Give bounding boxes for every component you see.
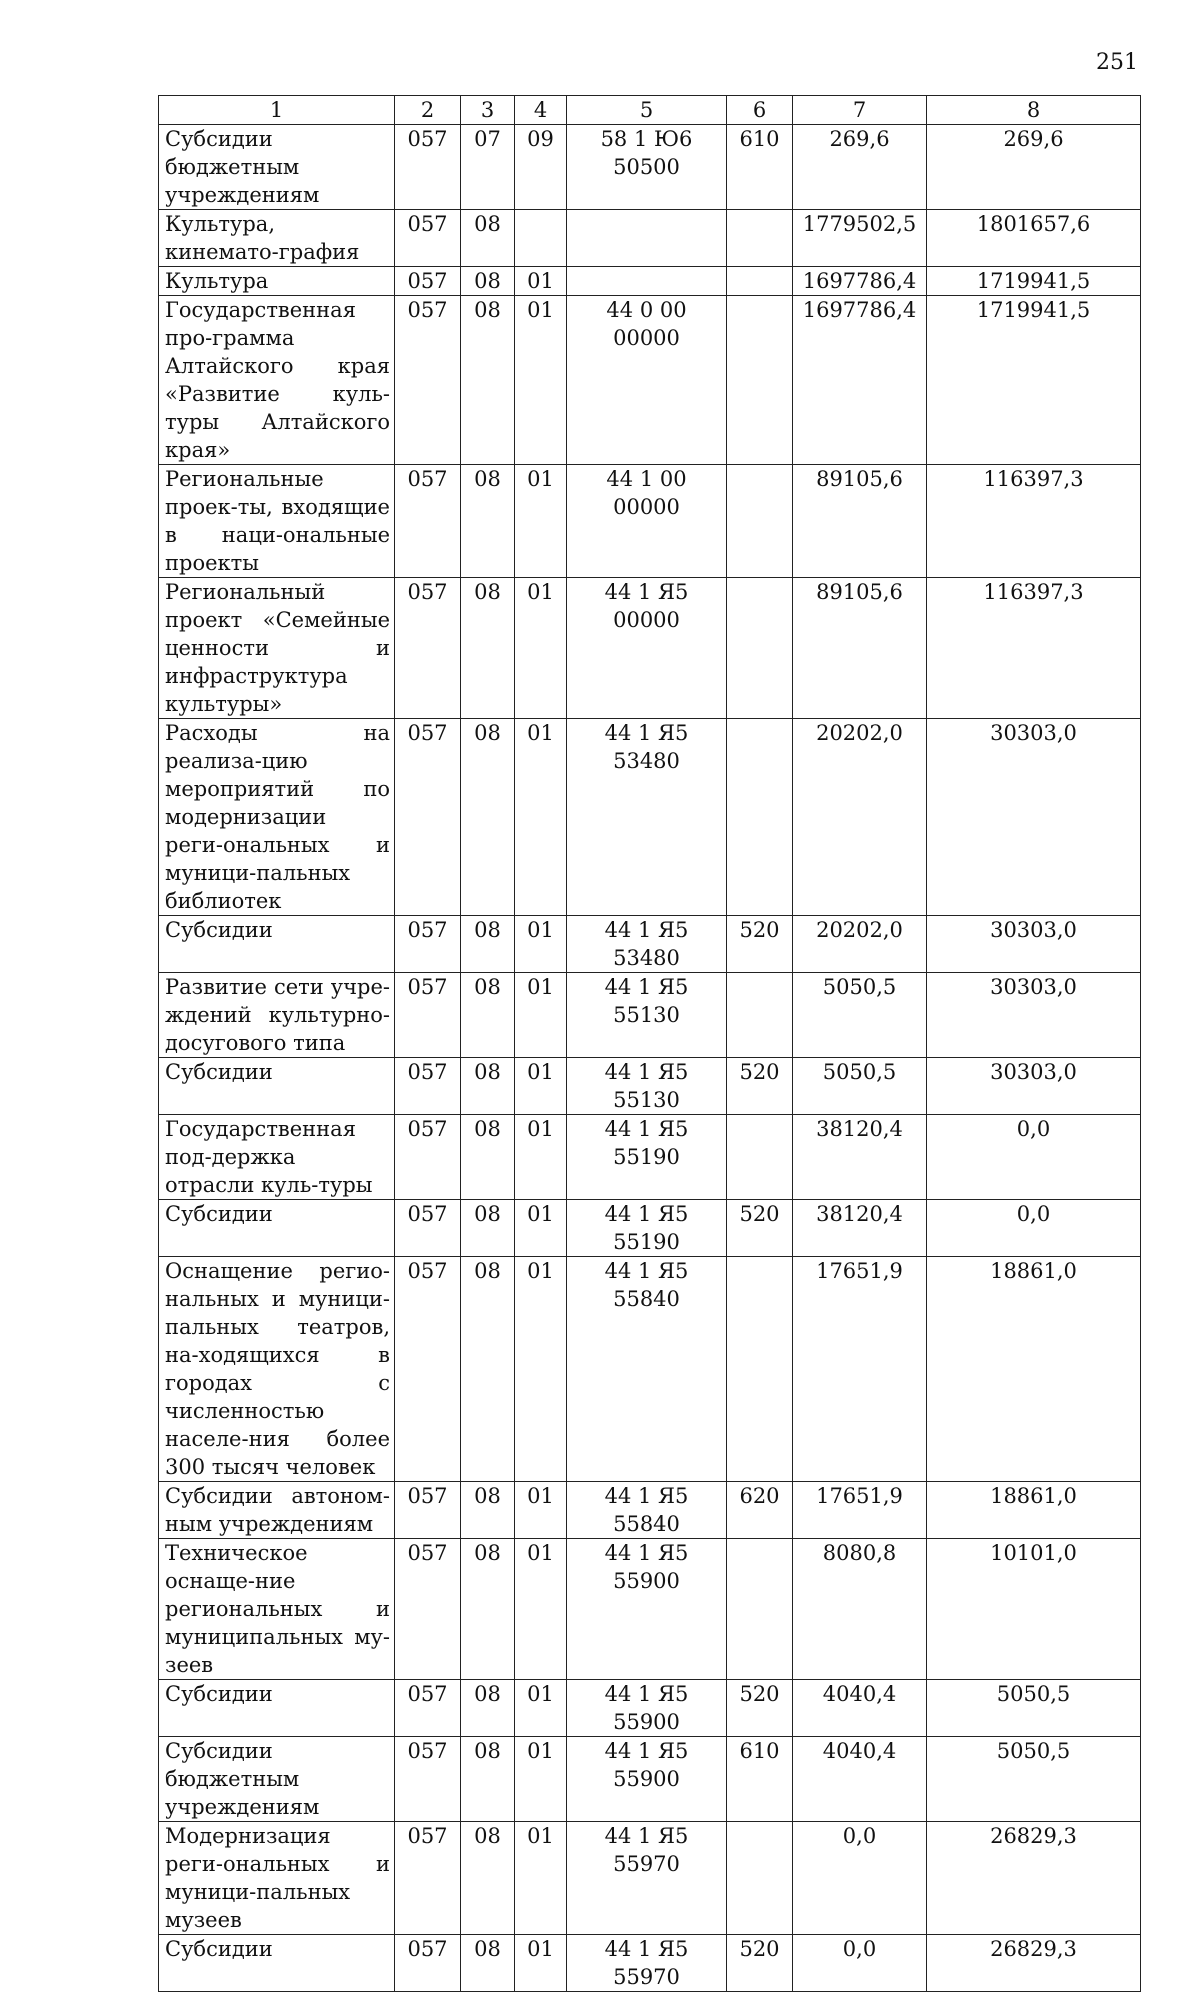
target-article-cell: 44 1 Я5 55190 xyxy=(567,1200,727,1257)
expense-type-cell: 520 xyxy=(727,1935,793,1992)
subsection-cell: 01 xyxy=(515,1257,567,1482)
amount-year1-cell: 1779502,5 xyxy=(793,210,927,267)
target-article-cell: 58 1 Ю6 50500 xyxy=(567,125,727,210)
subsection-cell: 09 xyxy=(515,125,567,210)
col-header: 4 xyxy=(515,96,567,125)
admin-code-cell: 057 xyxy=(395,1058,461,1115)
expense-type-cell xyxy=(727,719,793,916)
expense-type-cell xyxy=(727,1539,793,1680)
expense-type-cell: 610 xyxy=(727,1737,793,1822)
target-article-cell: 44 1 Я5 53480 xyxy=(567,719,727,916)
name-cell: Государственная про-грамма Алтайского края «Развитие куль-туры Алтайского края» xyxy=(159,296,395,465)
table-row xyxy=(159,1200,1141,1257)
subsection-cell: 01 xyxy=(515,1935,567,1992)
target-article-cell: 44 1 Я5 55190 xyxy=(567,1115,727,1200)
expense-type-cell: 610 xyxy=(727,125,793,210)
name-cell: Субсидии xyxy=(159,1058,395,1115)
table-row xyxy=(159,916,1141,973)
col-header: 7 xyxy=(793,96,927,125)
expense-type-cell: 520 xyxy=(727,1680,793,1737)
table-row xyxy=(159,1257,1141,1482)
subsection-cell: 01 xyxy=(515,1482,567,1539)
name-cell: Государственная под-держка отрасли куль-туры xyxy=(159,1115,395,1200)
amount-year1-cell: 8080,8 xyxy=(793,1539,927,1680)
target-article-cell: 44 1 Я5 55130 xyxy=(567,973,727,1058)
name-cell: Оснащение регио-нальных и муници-пальных театров, на-ходящихся в городах с численностью населе-ния более 300 тысяч человек xyxy=(159,1257,395,1482)
name-cell: Субсидии xyxy=(159,916,395,973)
expense-type-cell xyxy=(727,210,793,267)
expense-type-cell xyxy=(727,1822,793,1935)
expense-type-cell xyxy=(727,578,793,719)
table-row xyxy=(159,1539,1141,1680)
admin-code-cell: 057 xyxy=(395,210,461,267)
admin-code-cell: 057 xyxy=(395,719,461,916)
section-cell: 08 xyxy=(461,1539,515,1680)
admin-code-cell: 057 xyxy=(395,1115,461,1200)
target-article-cell xyxy=(567,210,727,267)
name-cell: Региональный проект «Семейные ценности и инфраструктура культуры» xyxy=(159,578,395,719)
header-row xyxy=(159,96,1141,125)
target-article-cell: 44 1 00 00000 xyxy=(567,465,727,578)
amount-year2-cell: 116397,3 xyxy=(927,578,1141,719)
amount-year1-cell: 89105,6 xyxy=(793,465,927,578)
amount-year1-cell: 89105,6 xyxy=(793,578,927,719)
subsection-cell: 01 xyxy=(515,973,567,1058)
table-row xyxy=(159,1935,1141,1992)
table-header xyxy=(159,96,1141,125)
amount-year1-cell: 38120,4 xyxy=(793,1200,927,1257)
col-header: 3 xyxy=(461,96,515,125)
subsection-cell: 01 xyxy=(515,296,567,465)
section-cell: 08 xyxy=(461,267,515,296)
expense-type-cell: 520 xyxy=(727,916,793,973)
amount-year2-cell: 30303,0 xyxy=(927,1058,1141,1115)
amount-year1-cell: 20202,0 xyxy=(793,916,927,973)
expense-type-cell xyxy=(727,1257,793,1482)
amount-year2-cell: 30303,0 xyxy=(927,916,1141,973)
amount-year2-cell: 1719941,5 xyxy=(927,296,1141,465)
table-row xyxy=(159,1822,1141,1935)
subsection-cell: 01 xyxy=(515,578,567,719)
amount-year2-cell: 0,0 xyxy=(927,1115,1141,1200)
table-row xyxy=(159,1737,1141,1822)
table-row xyxy=(159,1058,1141,1115)
page-number: 251 xyxy=(1096,50,1138,75)
target-article-cell: 44 0 00 00000 xyxy=(567,296,727,465)
table-row xyxy=(159,1680,1141,1737)
admin-code-cell: 057 xyxy=(395,1200,461,1257)
section-cell: 08 xyxy=(461,465,515,578)
amount-year1-cell: 5050,5 xyxy=(793,973,927,1058)
name-cell: Модернизация реги-ональных и муници-пальных музеев xyxy=(159,1822,395,1935)
admin-code-cell: 057 xyxy=(395,465,461,578)
expense-type-cell xyxy=(727,296,793,465)
subsection-cell: 01 xyxy=(515,465,567,578)
section-cell: 08 xyxy=(461,1115,515,1200)
expense-type-cell xyxy=(727,1115,793,1200)
name-cell: Расходы на реализа-цию мероприятий по модернизации реги-ональных и муници-пальных библиотек xyxy=(159,719,395,916)
amount-year2-cell: 1801657,6 xyxy=(927,210,1141,267)
section-cell: 08 xyxy=(461,296,515,465)
target-article-cell: 44 1 Я5 55840 xyxy=(567,1482,727,1539)
expense-type-cell: 520 xyxy=(727,1200,793,1257)
section-cell: 08 xyxy=(461,1257,515,1482)
name-cell: Субсидии xyxy=(159,1680,395,1737)
amount-year1-cell: 4040,4 xyxy=(793,1737,927,1822)
admin-code-cell: 057 xyxy=(395,578,461,719)
admin-code-cell: 057 xyxy=(395,296,461,465)
target-article-cell: 44 1 Я5 55130 xyxy=(567,1058,727,1115)
admin-code-cell: 057 xyxy=(395,125,461,210)
subsection-cell: 01 xyxy=(515,1680,567,1737)
name-cell: Субсидии бюджетным учреждениям xyxy=(159,125,395,210)
subsection-cell: 01 xyxy=(515,1058,567,1115)
section-cell: 08 xyxy=(461,1935,515,1992)
amount-year2-cell: 5050,5 xyxy=(927,1680,1141,1737)
table-row xyxy=(159,296,1141,465)
section-cell: 08 xyxy=(461,1822,515,1935)
col-header: 1 xyxy=(159,96,395,125)
name-cell: Региональные проек-ты, входящие в наци-ональные проекты xyxy=(159,465,395,578)
admin-code-cell: 057 xyxy=(395,1482,461,1539)
subsection-cell: 01 xyxy=(515,1200,567,1257)
name-cell: Культура, кинемато-графия xyxy=(159,210,395,267)
table-row xyxy=(159,1482,1141,1539)
amount-year2-cell: 26829,3 xyxy=(927,1822,1141,1935)
admin-code-cell: 057 xyxy=(395,1737,461,1822)
col-header: 5 xyxy=(567,96,727,125)
expense-type-cell: 520 xyxy=(727,1058,793,1115)
table-row xyxy=(159,1115,1141,1200)
amount-year1-cell: 38120,4 xyxy=(793,1115,927,1200)
amount-year2-cell: 30303,0 xyxy=(927,719,1141,916)
amount-year2-cell: 18861,0 xyxy=(927,1482,1141,1539)
name-cell: Субсидии xyxy=(159,1200,395,1257)
table-row xyxy=(159,465,1141,578)
section-cell: 08 xyxy=(461,1058,515,1115)
section-cell: 08 xyxy=(461,210,515,267)
name-cell: Субсидии xyxy=(159,1935,395,1992)
table-row xyxy=(159,719,1141,916)
section-cell: 08 xyxy=(461,719,515,916)
subsection-cell: 01 xyxy=(515,916,567,973)
admin-code-cell: 057 xyxy=(395,267,461,296)
expense-type-cell xyxy=(727,465,793,578)
col-header: 6 xyxy=(727,96,793,125)
table-row xyxy=(159,578,1141,719)
admin-code-cell: 057 xyxy=(395,973,461,1058)
admin-code-cell: 057 xyxy=(395,1257,461,1482)
target-article-cell: 44 1 Я5 55900 xyxy=(567,1737,727,1822)
amount-year1-cell: 20202,0 xyxy=(793,719,927,916)
target-article-cell: 44 1 Я5 55900 xyxy=(567,1680,727,1737)
section-cell: 08 xyxy=(461,1737,515,1822)
amount-year2-cell: 116397,3 xyxy=(927,465,1141,578)
admin-code-cell: 057 xyxy=(395,1539,461,1680)
section-cell: 08 xyxy=(461,1482,515,1539)
admin-code-cell: 057 xyxy=(395,916,461,973)
target-article-cell: 44 1 Я5 55970 xyxy=(567,1935,727,1992)
amount-year2-cell: 26829,3 xyxy=(927,1935,1141,1992)
expense-type-cell xyxy=(727,973,793,1058)
table-body xyxy=(159,125,1141,1992)
amount-year2-cell: 5050,5 xyxy=(927,1737,1141,1822)
section-cell: 08 xyxy=(461,973,515,1058)
section-cell: 08 xyxy=(461,916,515,973)
admin-code-cell: 057 xyxy=(395,1822,461,1935)
col-header: 2 xyxy=(395,96,461,125)
col-header: 8 xyxy=(927,96,1141,125)
amount-year1-cell: 17651,9 xyxy=(793,1257,927,1482)
target-article-cell: 44 1 Я5 55840 xyxy=(567,1257,727,1482)
amount-year1-cell: 0,0 xyxy=(793,1822,927,1935)
subsection-cell: 01 xyxy=(515,1822,567,1935)
admin-code-cell: 057 xyxy=(395,1680,461,1737)
target-article-cell: 44 1 Я5 00000 xyxy=(567,578,727,719)
expense-type-cell: 620 xyxy=(727,1482,793,1539)
amount-year1-cell: 269,6 xyxy=(793,125,927,210)
amount-year2-cell: 18861,0 xyxy=(927,1257,1141,1482)
name-cell: Культура xyxy=(159,267,395,296)
amount-year2-cell: 269,6 xyxy=(927,125,1141,210)
subsection-cell: 01 xyxy=(515,1539,567,1680)
expense-type-cell xyxy=(727,267,793,296)
table-row xyxy=(159,267,1141,296)
amount-year1-cell: 5050,5 xyxy=(793,1058,927,1115)
amount-year2-cell: 0,0 xyxy=(927,1200,1141,1257)
name-cell: Субсидии автоном-ным учреждениям xyxy=(159,1482,395,1539)
subsection-cell: 01 xyxy=(515,267,567,296)
amount-year1-cell: 1697786,4 xyxy=(793,267,927,296)
target-article-cell: 44 1 Я5 55900 xyxy=(567,1539,727,1680)
section-cell: 07 xyxy=(461,125,515,210)
subsection-cell xyxy=(515,210,567,267)
section-cell: 08 xyxy=(461,1200,515,1257)
amount-year2-cell: 10101,0 xyxy=(927,1539,1141,1680)
admin-code-cell: 057 xyxy=(395,1935,461,1992)
name-cell: Развитие сети учре-ждений культурно-досугового типа xyxy=(159,973,395,1058)
table-row xyxy=(159,125,1141,210)
section-cell: 08 xyxy=(461,578,515,719)
budget-table xyxy=(158,95,1141,1992)
target-article-cell xyxy=(567,267,727,296)
section-cell: 08 xyxy=(461,1680,515,1737)
target-article-cell: 44 1 Я5 55970 xyxy=(567,1822,727,1935)
amount-year1-cell: 4040,4 xyxy=(793,1680,927,1737)
amount-year1-cell: 1697786,4 xyxy=(793,296,927,465)
subsection-cell: 01 xyxy=(515,719,567,916)
amount-year2-cell: 30303,0 xyxy=(927,973,1141,1058)
amount-year1-cell: 0,0 xyxy=(793,1935,927,1992)
subsection-cell: 01 xyxy=(515,1737,567,1822)
subsection-cell: 01 xyxy=(515,1115,567,1200)
table-row xyxy=(159,973,1141,1058)
name-cell: Техническое оснаще-ние региональных и муниципальных му-зеев xyxy=(159,1539,395,1680)
amount-year1-cell: 17651,9 xyxy=(793,1482,927,1539)
amount-year2-cell: 1719941,5 xyxy=(927,267,1141,296)
table-row xyxy=(159,210,1141,267)
name-cell: Субсидии бюджетным учреждениям xyxy=(159,1737,395,1822)
target-article-cell: 44 1 Я5 53480 xyxy=(567,916,727,973)
